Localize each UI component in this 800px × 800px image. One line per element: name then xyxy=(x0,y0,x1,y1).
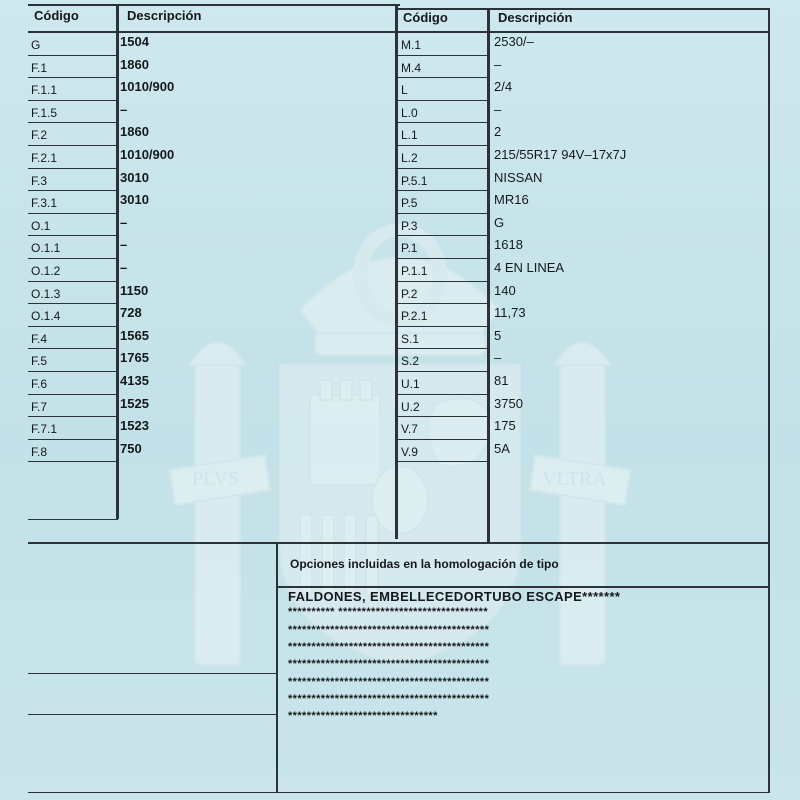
left-value-cell: – xyxy=(120,101,128,117)
right-code-cell: M.4 xyxy=(401,60,422,75)
right-code-cell: L.2 xyxy=(401,151,418,165)
right-code-cell: P.5 xyxy=(401,196,418,211)
left-value-cell: 750 xyxy=(120,440,142,456)
left-code-cell: O.1.1 xyxy=(31,241,61,256)
right-value-cell: NISSAN xyxy=(494,169,543,185)
right-value-cell: 4 EN LINEA xyxy=(494,260,565,275)
left-code-cell: O.1 xyxy=(31,218,51,233)
row-divider xyxy=(28,168,118,169)
row-divider xyxy=(398,281,488,282)
right-code-cell: S.1 xyxy=(401,331,420,346)
option-line: ******************************************* xyxy=(288,640,490,653)
row-divider xyxy=(398,213,488,214)
right-value-cell: MR16 xyxy=(494,192,529,208)
left-value-cell: 1860 xyxy=(120,124,149,140)
left-value-cell: – xyxy=(120,237,128,253)
row-divider xyxy=(28,258,118,259)
left-value-cell: 1150 xyxy=(120,282,149,298)
row-divider xyxy=(398,168,488,169)
row-divider xyxy=(398,303,488,304)
row-divider xyxy=(398,461,488,462)
row-divider xyxy=(398,100,488,101)
row-divider xyxy=(28,122,118,123)
row-divider xyxy=(28,235,118,236)
option-line: ******************************************* xyxy=(288,658,490,671)
row-divider xyxy=(28,326,118,327)
option-line: ******************************** xyxy=(288,710,438,723)
left-value-cell: 3010 xyxy=(120,169,149,185)
row-divider xyxy=(28,461,118,462)
left-code-cell: F.8 xyxy=(31,444,48,459)
row-divider xyxy=(28,281,118,282)
left-code-cell: F.3 xyxy=(31,173,48,188)
row-divider xyxy=(28,213,118,214)
left-value-cell: 1860 xyxy=(120,56,149,72)
left-value-cell: 1765 xyxy=(120,350,149,366)
option-line: ******************************************* xyxy=(288,675,490,688)
right-code-cell: P.2 xyxy=(401,286,418,301)
left-value-cell: 1565 xyxy=(120,327,149,343)
row-divider xyxy=(28,145,118,146)
right-value-cell: 81 xyxy=(494,373,509,388)
right-code-cell: S.2 xyxy=(401,354,420,369)
option-line: ********** ******************************** xyxy=(288,606,489,619)
left-code-cell: F.1.1 xyxy=(31,83,58,98)
right-code-cell: M.1 xyxy=(401,38,422,52)
left-value-cell: 728 xyxy=(120,305,142,321)
right-code-cell: P.3 xyxy=(401,218,418,233)
left-code-cell: F.3.1 xyxy=(31,196,58,211)
row-divider xyxy=(398,55,488,56)
left-value-cell: 1525 xyxy=(120,395,149,411)
left-code-cell: O.1.2 xyxy=(31,264,61,278)
row-divider xyxy=(28,371,118,372)
left-code-cell: O.1.4 xyxy=(31,309,61,324)
right-value-cell: G xyxy=(494,214,505,230)
left-value-cell: – xyxy=(120,214,128,230)
left-code-cell: F.7.1 xyxy=(31,422,58,437)
row-divider xyxy=(398,326,488,327)
right-code-cell: V.9 xyxy=(401,444,418,459)
right-value-cell: 5A xyxy=(494,440,510,456)
row-divider xyxy=(398,77,488,78)
row-divider xyxy=(28,439,118,440)
options-title: Opciones incluidas en la homologación de tipo xyxy=(290,557,559,571)
right-code-cell: L.1 xyxy=(401,128,418,143)
row-divider xyxy=(28,77,118,78)
right-code-cell: P.5.1 xyxy=(401,173,428,188)
right-code-cell: P.1.1 xyxy=(401,264,428,278)
option-line: FALDONES, EMBELLECEDORTUBO ESCAPE******* xyxy=(288,589,621,604)
left-value-cell: 4135 xyxy=(120,373,149,388)
left-value-cell: 1010/900 xyxy=(120,147,175,162)
right-value-cell: 5 xyxy=(494,327,502,343)
row-divider xyxy=(28,100,118,101)
row-divider xyxy=(398,258,488,259)
left-code-cell: F.1.5 xyxy=(31,105,58,120)
right-value-cell: 2 xyxy=(494,124,502,140)
left-code-cell: O.1.3 xyxy=(31,286,61,301)
right-value-cell: 11,73 xyxy=(494,305,526,321)
left-code-cell: F.2 xyxy=(31,128,48,143)
right-code-cell: U.1 xyxy=(401,377,420,391)
left-value-cell: – xyxy=(120,260,128,275)
right-value-cell: 1618 xyxy=(494,237,523,253)
left-code-cell: F.2.1 xyxy=(31,151,58,165)
left-code-header: Código xyxy=(34,8,79,23)
right-value-cell: 215/55R17 94V–17x7J xyxy=(494,147,627,162)
left-code-cell: F.6 xyxy=(31,377,48,391)
right-code-cell: P.2.1 xyxy=(401,309,428,324)
seal-ribbon-right: VLTRA xyxy=(542,468,607,490)
right-value-cell: 2530/– xyxy=(494,34,534,49)
right-description-header: Descripción xyxy=(498,10,573,25)
option-line: ******************************************* xyxy=(288,692,490,705)
right-value-cell: 3750 xyxy=(494,395,523,411)
left-code-cell: F.4 xyxy=(31,331,48,346)
row-divider xyxy=(28,303,118,304)
left-value-cell: 1504 xyxy=(120,34,149,49)
left-description-header: Descripción xyxy=(127,8,202,23)
row-divider xyxy=(398,235,488,236)
right-value-cell: 175 xyxy=(494,418,516,434)
row-divider xyxy=(28,55,118,56)
left-code-cell: F.5 xyxy=(31,354,48,369)
left-code-cell: G xyxy=(31,38,41,52)
right-value-cell: – xyxy=(494,101,502,117)
right-value-cell: – xyxy=(494,56,502,72)
right-value-cell: 2/4 xyxy=(494,79,513,95)
row-divider xyxy=(28,416,118,417)
row-divider xyxy=(398,190,488,191)
right-code-cell: L xyxy=(401,83,408,98)
right-code-cell: U.2 xyxy=(401,399,420,414)
row-divider xyxy=(398,122,488,123)
left-value-cell: 1523 xyxy=(120,418,149,434)
right-code-cell: L.0 xyxy=(401,105,418,120)
row-divider xyxy=(398,348,488,349)
row-divider xyxy=(398,145,488,146)
right-code-cell: V.7 xyxy=(401,422,418,437)
row-divider xyxy=(398,416,488,417)
right-value-cell: 140 xyxy=(494,282,516,298)
left-code-cell: F.7 xyxy=(31,399,48,414)
right-code-header: Código xyxy=(403,10,448,25)
left-code-cell: F.1 xyxy=(31,60,48,75)
left-value-cell: 3010 xyxy=(120,192,149,208)
right-value-cell: – xyxy=(494,350,502,366)
left-value-cell: 1010/900 xyxy=(120,79,175,95)
right-code-cell: P.1 xyxy=(401,241,418,256)
row-divider xyxy=(28,394,118,395)
seal-ribbon-left: PLVS xyxy=(192,468,240,490)
row-divider xyxy=(28,190,118,191)
row-divider xyxy=(398,371,488,372)
row-divider xyxy=(28,348,118,349)
row-divider xyxy=(398,394,488,395)
row-divider xyxy=(398,439,488,440)
option-line: ******************************************* xyxy=(288,623,490,636)
